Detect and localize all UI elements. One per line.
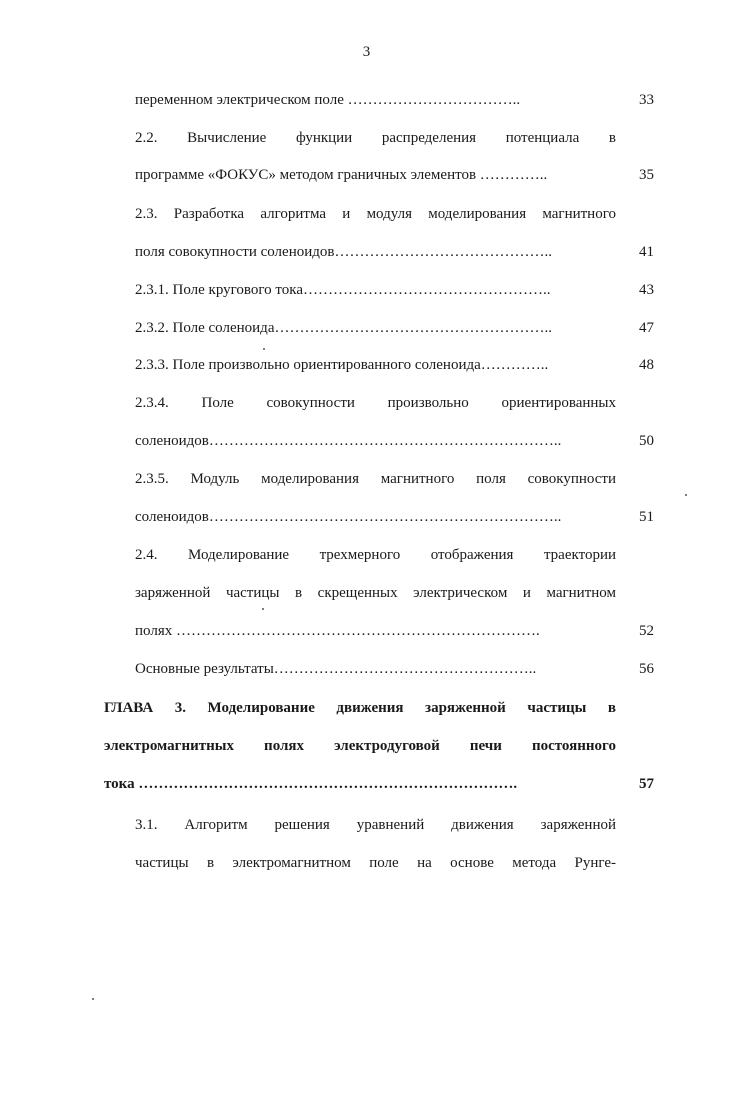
toc-entry-page: 43 (639, 282, 654, 298)
toc-entry-text: поля совокупности соленоидов…………………………………….. (135, 244, 552, 260)
page-number: 3 (362, 44, 371, 60)
toc-entry-text: 2.3. Разработка алгоритма и модуля моделирования магнитного (135, 206, 616, 222)
toc-entry-text: переменном электрическом поле …………………………….. (135, 92, 521, 108)
toc-entry-page: 35 (639, 167, 654, 183)
toc-entry-page: 47 (639, 320, 654, 336)
toc-entry-text: заряженной частицы в скрещенных электрическом и магнитном (135, 585, 616, 601)
toc-entry-text: полях ………………………………………………………………. (135, 623, 540, 639)
toc-entry-text: соленоидов…………………………………………………………….. (135, 433, 562, 449)
toc-entry-text: 3.1. Алгоритм решения уравнений движения заряженной (135, 817, 616, 833)
toc-entry-text: 2.3.2. Поле соленоида……………………………………………….. (135, 320, 552, 336)
toc-entry-text: 2.4. Моделирование трехмерного отображения траектории (135, 547, 616, 563)
toc-entry-text: соленоидов…………………………………………………………….. (135, 509, 562, 525)
toc-entry-page: 48 (639, 357, 654, 373)
toc-entry-page: 33 (639, 92, 654, 108)
scan-speck (263, 348, 265, 350)
toc-entry-text: 2.3.4. Поле совокупности произвольно ориентированных (135, 395, 616, 411)
toc-entry-text: программе «ФОКУС» методом граничных элементов ………….. (135, 167, 548, 183)
toc-entry-page: 56 (639, 661, 654, 677)
scan-speck (685, 494, 687, 496)
chapter-heading-line: ГЛАВА 3. Моделирование движения заряженной частицы в (104, 700, 616, 716)
chapter-heading-line: электромагнитных полях электродуговой печи постоянного (104, 738, 616, 754)
toc-entry-text: частицы в электромагнитном поле на основе метода Рунге- (135, 855, 616, 871)
toc-entry-text: 2.3.5. Модуль моделирования магнитного поля совокупности (135, 471, 616, 487)
scan-speck (92, 998, 94, 1000)
toc-entry-page: 52 (639, 623, 654, 639)
toc-entry-page: 51 (639, 509, 654, 525)
toc-entry-text: 2.3.1. Поле кругового тока………………………………………….. (135, 282, 551, 298)
toc-entry-page: 41 (639, 244, 654, 260)
toc-entry-text: 2.3.3. Поле произвольно ориентированного соленоида………….. (135, 357, 549, 373)
toc-entry-text: 2.2. Вычисление функции распределения потенциала в (135, 130, 616, 146)
chapter-heading-line: тока …………………………………………………………………. (104, 776, 518, 792)
scan-speck (262, 608, 264, 610)
toc-entry-page: 50 (639, 433, 654, 449)
toc-entry-text: Основные результаты…………………………………………….. (135, 661, 537, 677)
toc-entry-page: 57 (639, 776, 654, 792)
